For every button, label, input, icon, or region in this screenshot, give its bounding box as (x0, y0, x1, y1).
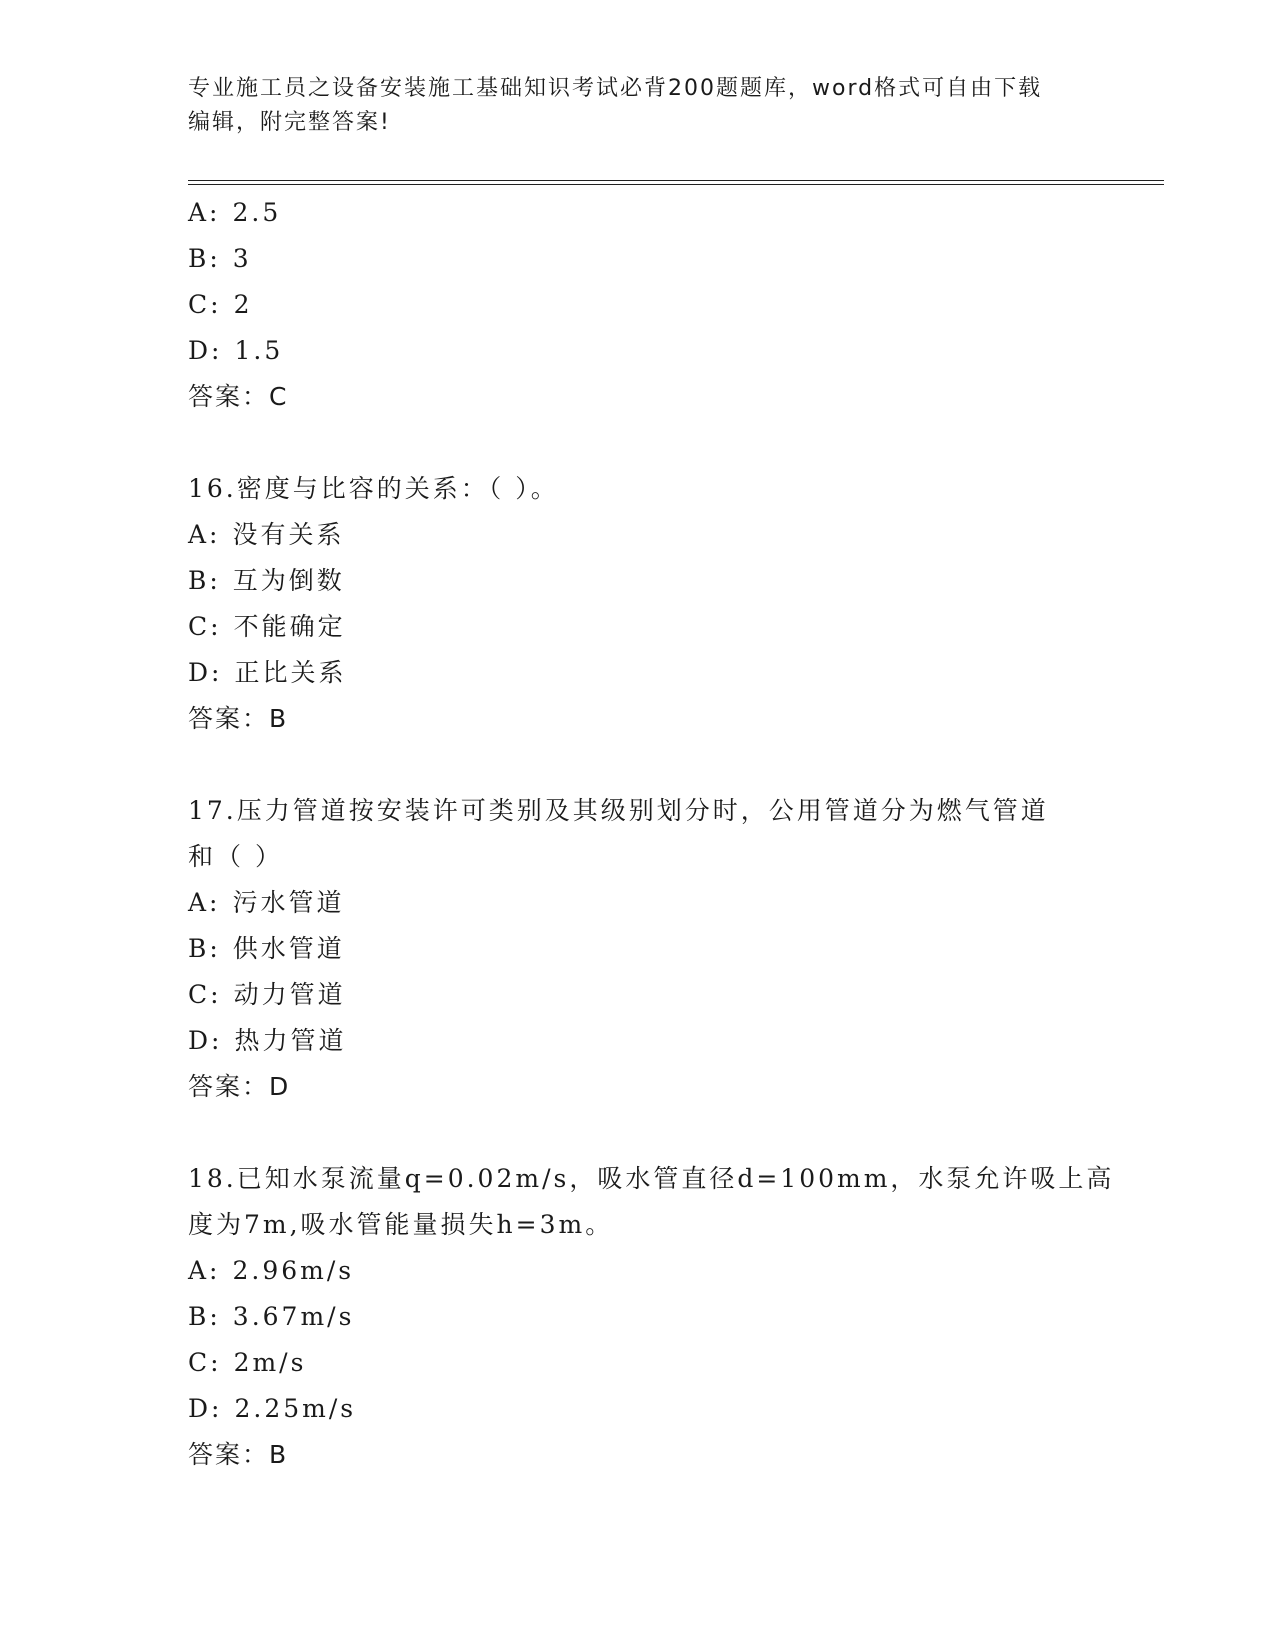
option-a (188, 190, 1088, 236)
option-text: 2m/s (233, 1348, 307, 1377)
option-text: 2.96m/s (232, 1256, 355, 1285)
option-text: 1.5 (234, 336, 284, 365)
option-text: 互为倒数 (232, 566, 345, 595)
question-text: 16.密度与比容的关系：（ ）。 (188, 474, 559, 503)
spacer (188, 1110, 1088, 1156)
option-a (188, 1248, 1088, 1294)
option-label: D: (188, 1394, 223, 1423)
option-label: C: (188, 612, 222, 641)
option-c (188, 282, 1088, 328)
option-label: B: (188, 934, 221, 963)
option-text: 不能确定 (233, 612, 346, 641)
option-label: A: (188, 888, 221, 917)
option-text: 热力管道 (234, 1026, 347, 1055)
option-b (188, 236, 1088, 282)
option-b (188, 558, 1088, 604)
option-text: 3.67m/s (232, 1302, 355, 1331)
question-17 (188, 788, 1088, 1110)
header-divider-bottom (188, 184, 1164, 185)
answer-line: 答案：D (188, 1072, 291, 1101)
spacer (188, 742, 1088, 788)
document-header (188, 72, 1088, 140)
option-label: C: (188, 290, 222, 319)
question-18 (188, 1156, 1115, 1478)
option-label: A: (188, 198, 221, 227)
option-b (188, 926, 1088, 972)
option-label: D: (188, 1026, 223, 1055)
option-text: 没有关系 (232, 520, 345, 549)
option-d (188, 328, 1088, 374)
option-label: B: (188, 566, 221, 595)
option-d (188, 650, 1088, 696)
option-c (188, 1340, 1088, 1386)
answer-line: 答案：B (188, 1440, 289, 1469)
option-text: 正比关系 (234, 658, 347, 687)
header-line-2: 编辑，附完整答案! (188, 110, 391, 135)
option-label: A: (188, 1256, 221, 1285)
option-label: C: (188, 980, 222, 1009)
header-divider-top (188, 180, 1164, 181)
answer-line: 答案：B (188, 704, 289, 733)
question-text-line-1: 18.已知水泵流量q=0.02m/s，吸水管直径d=100mm，水泵允许吸上高 (188, 1164, 1115, 1193)
question-content (188, 190, 1115, 1478)
question-15 (188, 190, 1088, 420)
question-text-line-2: 和（ ） (188, 842, 283, 871)
option-text: 动力管道 (233, 980, 346, 1009)
option-d (188, 1018, 1088, 1064)
answer-line: 答案：C (188, 382, 289, 411)
option-text: 2.5 (232, 198, 282, 227)
option-text: 2 (233, 290, 253, 319)
option-text: 污水管道 (232, 888, 345, 917)
option-c (188, 972, 1088, 1018)
option-label: C: (188, 1348, 222, 1377)
option-label: A: (188, 520, 221, 549)
option-text: 供水管道 (232, 934, 345, 963)
option-text: 2.25m/s (234, 1394, 357, 1423)
option-a (188, 512, 1088, 558)
option-text: 3 (232, 244, 252, 273)
option-b (188, 1294, 1088, 1340)
option-label: B: (188, 244, 221, 273)
option-d (188, 1386, 1088, 1432)
option-label: D: (188, 336, 223, 365)
header-line-1: 专业施工员之设备安装施工基础知识考试必背200题题库，word格式可自由下载 (188, 76, 1043, 101)
option-a (188, 880, 1088, 926)
question-text-line-1: 17.压力管道按安装许可类别及其级别划分时，公用管道分为燃气管道 (188, 796, 1049, 825)
option-c (188, 604, 1088, 650)
spacer (188, 420, 1088, 466)
option-label: B: (188, 1302, 221, 1331)
question-text-line-2: 度为7m,吸水管能量损失h=3m。 (188, 1210, 614, 1239)
question-16 (188, 466, 1088, 742)
option-label: D: (188, 658, 223, 687)
